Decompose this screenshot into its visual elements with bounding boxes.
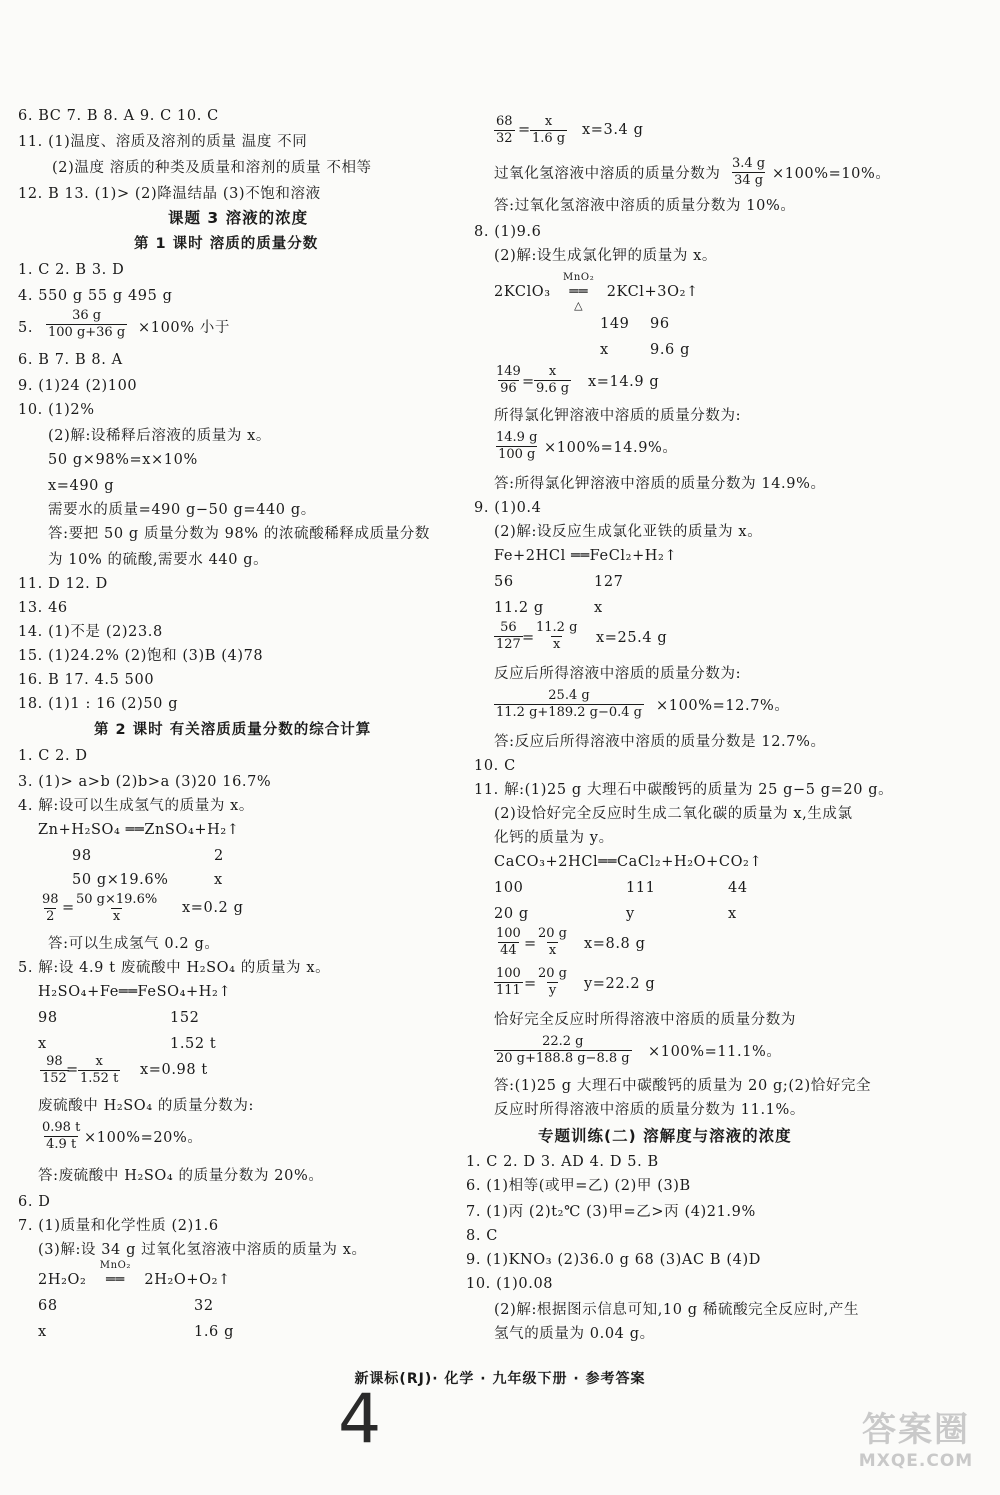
answer-line: 过氧化氢溶液中溶质的质量分数为 <box>494 166 721 182</box>
answer-line: (2)解:设反应生成氯化亚铁的质量为 x。 <box>494 524 763 540</box>
answer-line: 14. (1)不是 (2)23.8 <box>18 624 163 640</box>
fraction <box>534 364 571 397</box>
fraction-denominator: x <box>112 909 121 924</box>
answer-line: 化钙的质量为 y。 <box>494 830 614 846</box>
equation-value: 44 <box>728 880 748 896</box>
answer-line: 15. (1)24.2% (2)饱和 (3)B (4)78 <box>18 648 264 664</box>
fraction <box>494 1034 632 1067</box>
fraction-numerator: 56 <box>500 620 517 635</box>
answer-line: 所得氯化钾溶液中溶质的质量分数为: <box>494 408 742 424</box>
fraction-numerator: 20 g <box>538 966 567 981</box>
equation-value: 98 <box>72 848 92 864</box>
answer-line: 18. (1)1 : 16 (2)50 g <box>18 696 179 712</box>
answer-line: 8. C <box>466 1228 498 1244</box>
equation-result: ×100%=11.1%。 <box>648 1044 782 1060</box>
answer-line: 废硫酸中 H₂SO₄ 的质量分数为: <box>38 1098 254 1114</box>
fraction <box>530 114 567 147</box>
equation-value: 9.6 g <box>650 342 690 358</box>
equation-value: 98 <box>38 1010 58 1026</box>
fraction-numerator: 68 <box>496 114 513 129</box>
answer-line: 6. BC 7. B 8. A 9. C 10. C <box>18 108 219 124</box>
lesson-heading: 第 1 课时 溶质的质量分数 <box>134 236 319 252</box>
fraction <box>74 892 159 925</box>
answer-line: 9. (1)0.4 <box>474 500 542 516</box>
equation-result: ×100%=10%。 <box>772 166 891 182</box>
answer-line: 7. (1)丙 (2)t₂℃ (3)甲=乙>丙 (4)21.9% <box>466 1204 756 1220</box>
answer-line: 氢气的质量为 0.04 g。 <box>494 1326 655 1342</box>
fraction <box>40 1120 82 1153</box>
reactant: 2KClO₃ <box>494 284 551 300</box>
fraction-denominator: 1.6 g <box>532 131 566 146</box>
answer-line: 7. (1)质量和化学性质 (2)1.6 <box>18 1218 219 1234</box>
equation-result: x=0.98 t <box>140 1062 208 1078</box>
fraction-numerator: 20 g <box>538 926 567 941</box>
fraction <box>494 620 523 653</box>
equation-value: 96 <box>650 316 670 332</box>
fraction-denominator: 4.9 t <box>46 1137 77 1152</box>
handwritten-page-number: 4 <box>338 1380 382 1459</box>
answer-line: (2)温度 溶质的种类及质量和溶剂的质量 不相等 <box>52 160 372 176</box>
fraction-numerator: 25.4 g <box>548 688 590 703</box>
chemical-equation: Fe+2HCl ══FeCl₂+H₂↑ <box>494 548 678 564</box>
fraction <box>536 966 569 999</box>
equation-value: 2 <box>214 848 224 864</box>
fraction-numerator: 3.4 g <box>732 156 766 171</box>
answer-line: 答:反应后所得溶液中溶质的质量分数是 12.7%。 <box>494 734 826 750</box>
answer-line: 10. (1)0.08 <box>466 1276 554 1292</box>
equation-result: x=8.8 g <box>584 936 646 952</box>
chemical-equation: H₂SO₄+Fe══FeSO₄+H₂↑ <box>38 984 232 1000</box>
answer-line: 16. B 17. 4.5 500 <box>18 672 155 688</box>
catalyst-label: MnO₂ <box>563 272 595 283</box>
fraction-denominator: 96 <box>500 381 517 396</box>
equation-value: 152 <box>170 1010 200 1026</box>
fraction <box>40 1054 69 1087</box>
fraction-numerator: x <box>548 364 557 379</box>
product: 2H₂O+O₂↑ <box>144 1272 231 1288</box>
equation-result: x=25.4 g <box>596 630 668 646</box>
equation-value: 56 <box>494 574 514 590</box>
fraction-numerator: 100 <box>496 966 521 981</box>
answer-line: 1. C 2. D <box>18 748 88 764</box>
answer-line: 11. 解:(1)25 g 大理石中碳酸钙的质量为 25 g−5 g=20 g。 <box>474 782 894 798</box>
fraction-denominator: 9.6 g <box>536 381 570 396</box>
equation-value: x <box>38 1324 47 1340</box>
fraction <box>78 1054 120 1087</box>
answer-line: 为 10% 的硫酸,需要水 440 g。 <box>48 552 269 568</box>
equation-result: x=14.9 g <box>588 374 660 390</box>
fraction-numerator: 50 g×19.6% <box>76 892 158 907</box>
equals-sign: = <box>522 630 535 646</box>
reaction-arrow: MnO₂ ══ △ <box>551 282 607 302</box>
fraction <box>494 364 523 397</box>
fraction <box>40 892 61 925</box>
answer-line: 11. D 12. D <box>18 576 108 592</box>
answer-line: 9. (1)KNO₃ (2)36.0 g 68 (3)AC B (4)D <box>466 1252 761 1268</box>
fraction-numerator: 98 <box>46 1054 63 1069</box>
fraction-numerator: x <box>544 114 553 129</box>
answer-line: 答:可以生成氢气 0.2 g。 <box>48 936 220 952</box>
equation-value: y <box>626 906 635 922</box>
equation-value: 127 <box>594 574 624 590</box>
equation-result: ×100%=12.7%。 <box>656 698 790 714</box>
fraction-denominator: 127 <box>496 637 521 652</box>
fraction-denominator: 1.52 t <box>80 1071 119 1086</box>
equals-sign: = <box>524 976 537 992</box>
answer-line: 答:要把 50 g 质量分数为 98% 的浓硫酸稀释成质量分数 <box>48 526 430 542</box>
chemical-equation: CaCO₃+2HCl══CaCl₂+H₂O+CO₂↑ <box>494 854 763 870</box>
fraction <box>494 926 523 959</box>
fraction <box>494 114 515 147</box>
equation-result: ×100%=20%。 <box>84 1130 203 1146</box>
chemical-equation: Zn+H₂SO₄ ══ZnSO₄+H₂↑ <box>38 822 240 838</box>
answer-line: 4. 解:设可以生成氢气的质量为 x。 <box>18 798 255 814</box>
fraction-denominator: y <box>548 983 557 998</box>
fraction-numerator: 14.9 g <box>496 430 538 445</box>
fraction-denominator: 20 g+188.8 g−8.8 g <box>496 1051 630 1066</box>
equals-sign: = <box>522 374 535 390</box>
answer-line: (3)解:设 34 g 过氧化氢溶液中溶质的质量为 x。 <box>38 1242 367 1258</box>
page-footer: 新课标(RJ)· 化学 · 九年级下册 · 参考答案 <box>354 1371 646 1387</box>
fraction-denominator: 44 <box>500 943 517 958</box>
answer-line: 4. 550 g 55 g 495 g <box>18 288 173 304</box>
fraction-denominator: 111 <box>496 983 521 998</box>
answer-line: 恰好完全反应时所得溶液中溶质的质量分数为 <box>494 1012 796 1028</box>
answer-line: 6. B 7. B 8. A <box>18 352 123 368</box>
answer-line: (2)设恰好完全反应时生成二氧化碳的质量为 x,生成氯 <box>494 806 853 822</box>
answer-line: 5. 解:设 4.9 t 废硫酸中 H₂SO₄ 的质量为 x。 <box>18 960 331 976</box>
equation-value: x <box>594 600 603 616</box>
answer-line: 11. (1)温度、溶质及溶剂的质量 温度 不同 <box>18 134 308 150</box>
fraction-denominator: 32 <box>496 131 513 146</box>
equals-sign: = <box>66 1062 79 1078</box>
equation-value: 1.6 g <box>194 1324 234 1340</box>
answer-line: 需要水的质量=490 g−50 g=440 g。 <box>48 502 316 518</box>
fraction-numerator: 22.2 g <box>542 1034 584 1049</box>
fraction <box>534 620 579 653</box>
equation-line: 50 g×98%=x×10% <box>48 452 198 468</box>
answer-line: 12. B 13. (1)> (2)降温结晶 (3)不饱和溶液 <box>18 186 321 202</box>
fraction <box>46 308 127 341</box>
answer-line: 10. C <box>474 758 516 774</box>
watermark-url: MXQE.COM <box>858 1451 974 1471</box>
catalyst-label: MnO₂ <box>99 1260 132 1271</box>
heat-symbol: △ <box>574 299 584 312</box>
equation-value: 1.52 t <box>170 1036 217 1052</box>
answer-line: (2)解:设稀释后溶液的质量为 x。 <box>48 428 272 444</box>
answer-line: (2)解:设生成氯化钾的质量为 x。 <box>494 248 718 264</box>
chemical-equation <box>494 272 699 312</box>
answer-line: 6. D <box>18 1194 51 1210</box>
fraction-denominator: 152 <box>42 1071 67 1086</box>
equation-value: 50 g×19.6% <box>72 872 169 888</box>
equation-line: x=490 g <box>48 478 115 494</box>
fraction-denominator: 11.2 g+189.2 g−0.4 g <box>496 705 642 720</box>
equals-sign: = <box>62 900 75 916</box>
fraction-numerator: 98 <box>42 892 59 907</box>
equation-result: ×100%=14.9%。 <box>544 440 678 456</box>
equation-value: x <box>214 872 223 888</box>
reaction-arrow: MnO₂ ══ <box>86 1270 144 1290</box>
answer-line: 1. C 2. B 3. D <box>18 262 125 278</box>
fraction <box>494 688 644 721</box>
fraction-denominator: 34 g <box>734 173 764 188</box>
answer-line: 10. (1)2% <box>18 402 95 418</box>
equation-value: x <box>38 1036 47 1052</box>
fraction-numerator: 149 <box>496 364 521 379</box>
answer-line: 1. C 2. D 3. AD 4. D 5. B <box>466 1154 659 1170</box>
lesson-heading: 第 2 课时 有关溶质质量分数的综合计算 <box>94 722 372 738</box>
equation-value: 149 <box>600 316 630 332</box>
fraction-numerator: 36 g <box>72 308 102 323</box>
answer-line: 13. 46 <box>18 600 68 616</box>
equation-value: 100 <box>494 880 524 896</box>
fraction <box>536 926 569 959</box>
answer-line: 反应时所得溶液中溶质的质量分数为 11.1%。 <box>494 1102 805 1118</box>
equation-result: x=0.2 g <box>182 900 244 916</box>
fraction-denominator: 2 <box>46 909 55 924</box>
section-heading: 专题训练(二) 溶解度与溶液的浓度 <box>538 1127 792 1145</box>
reactant: 2H₂O₂ <box>38 1272 87 1288</box>
answer-line: 6. (1)相等(或甲=乙) (2)甲 (3)B <box>466 1178 691 1194</box>
equation-value: 68 <box>38 1298 58 1314</box>
fraction-numerator: 100 <box>496 926 521 941</box>
answer-line: 反应后所得溶液中溶质的质量分数为: <box>494 666 742 682</box>
equation-value: 20 g <box>494 906 529 922</box>
answer-line: 3. (1)> a>b (2)b>a (3)20 16.7% <box>18 774 272 790</box>
question-number: 5. <box>18 320 34 336</box>
fraction-denominator: x <box>553 637 561 652</box>
fraction-denominator: 100 g <box>498 447 536 462</box>
fraction-denominator: 100 g+36 g <box>48 325 126 340</box>
equals-sign: = <box>524 936 537 952</box>
watermark <box>846 1409 986 1487</box>
answer-line: ×100% 小于 <box>138 320 231 336</box>
answer-line: 答:过氧化氢溶液中溶质的质量分数为 10%。 <box>494 198 796 214</box>
equation-value: x <box>728 906 737 922</box>
answer-line: 8. (1)9.6 <box>474 224 542 240</box>
watermark-logo: 答案圈 <box>862 1410 970 1450</box>
answer-line: 答:(1)25 g 大理石中碳酸钙的质量为 20 g;(2)恰好完全 <box>494 1078 872 1094</box>
fraction-numerator: 11.2 g <box>536 620 578 635</box>
equation-value: 111 <box>626 880 656 896</box>
answer-line: 答:废硫酸中 H₂SO₄ 的质量分数为 20%。 <box>38 1168 324 1184</box>
fraction-numerator: x <box>95 1054 103 1069</box>
answer-line: 9. (1)24 (2)100 <box>18 378 138 394</box>
fraction <box>494 966 523 999</box>
equation-result: x=3.4 g <box>582 122 644 138</box>
fraction-denominator: x <box>548 943 557 958</box>
product: 2KCl+3O₂↑ <box>606 284 699 300</box>
equals-sign: = <box>518 122 531 138</box>
fraction <box>730 156 767 189</box>
fraction <box>494 430 539 463</box>
section-heading: 课题 3 溶液的浓度 <box>168 209 309 227</box>
equation-result: y=22.2 g <box>584 976 656 992</box>
chemical-equation <box>38 1260 231 1290</box>
equation-value: 11.2 g <box>494 600 544 616</box>
equation-value: x <box>600 342 609 358</box>
answer-line: (2)解:根据图示信息可知,10 g 稀硫酸完全反应时,产生 <box>494 1302 860 1318</box>
answer-line: 答:所得氯化钾溶液中溶质的质量分数为 14.9%。 <box>494 476 826 492</box>
equation-value: 32 <box>194 1298 214 1314</box>
fraction-numerator: 0.98 t <box>42 1120 81 1135</box>
